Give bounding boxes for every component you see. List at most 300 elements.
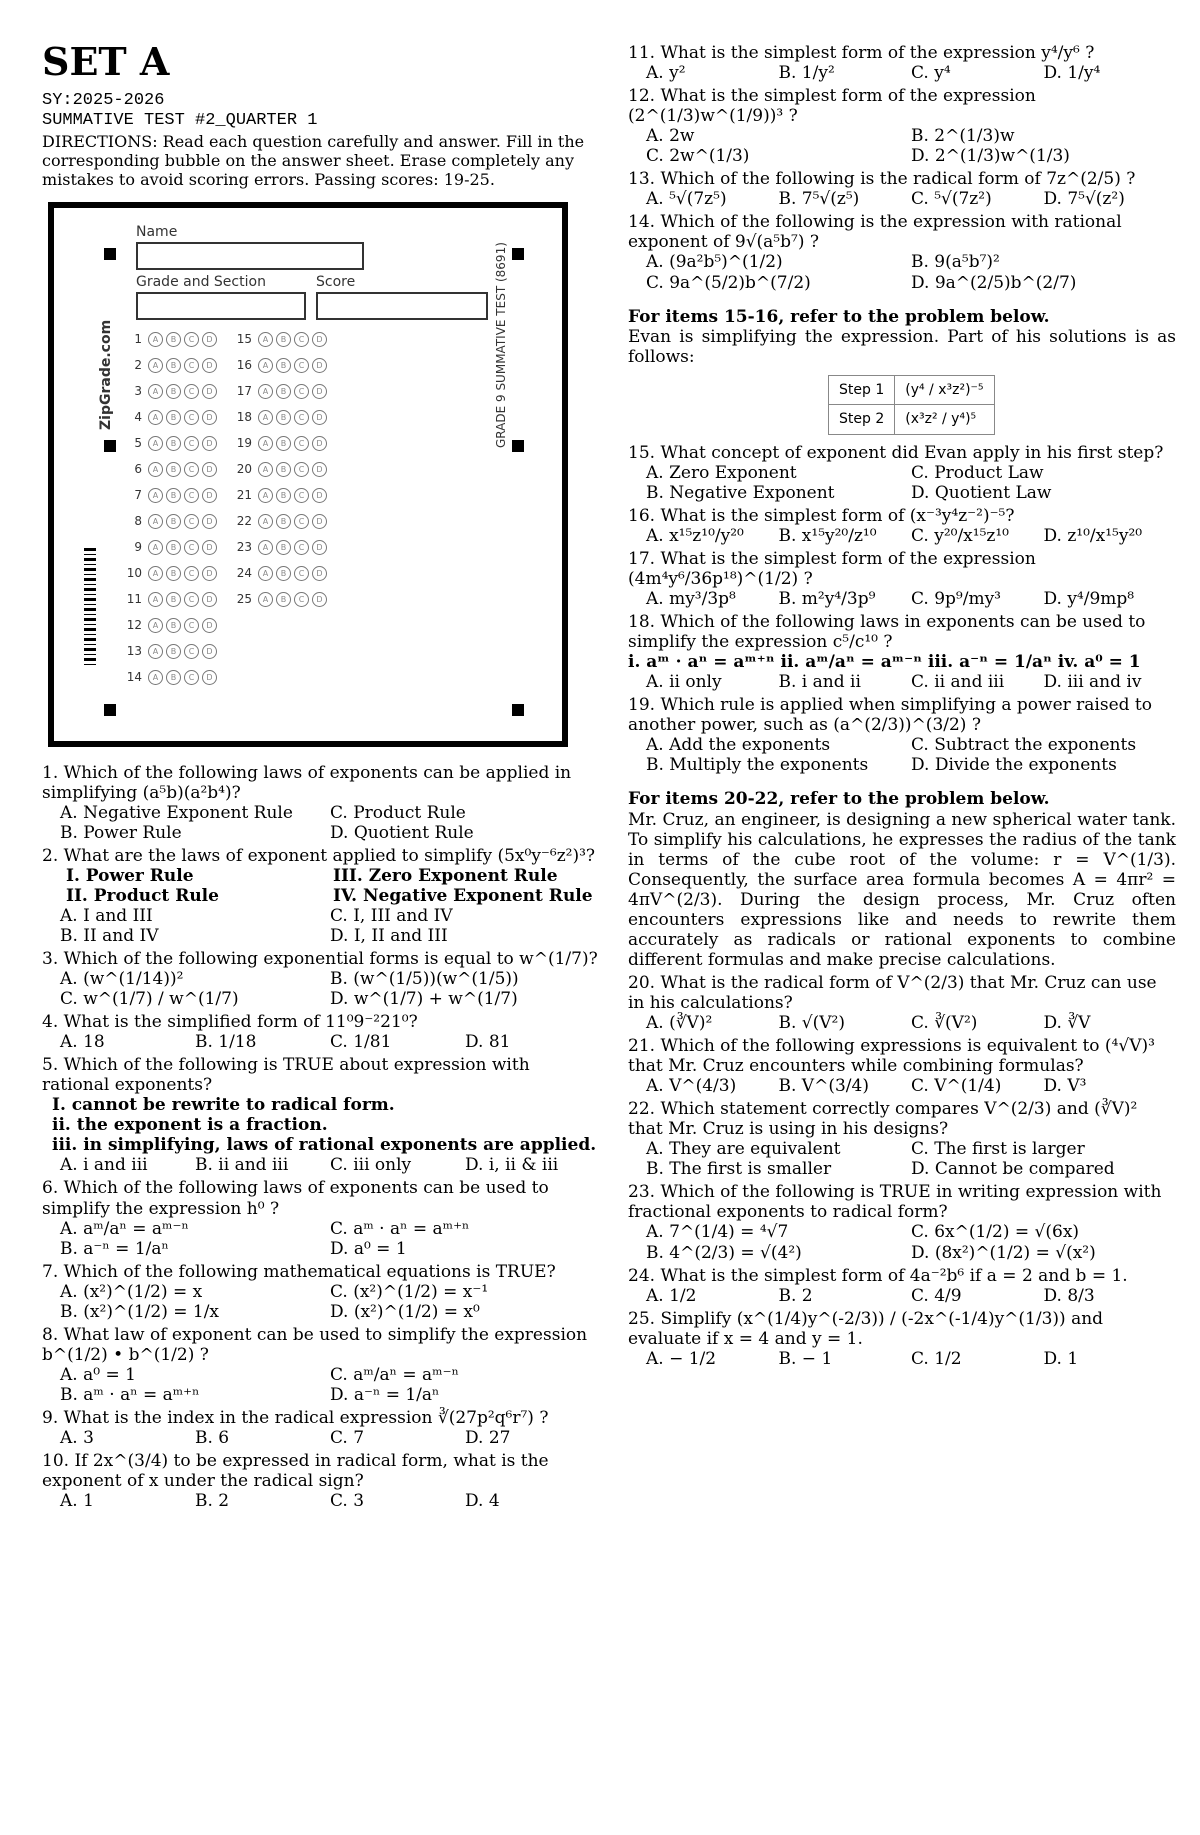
answer-options	[628, 589, 1176, 609]
zipgrade-brand: ZipGrade.com	[98, 319, 114, 430]
answer-option[interactable]: A. i and iii	[60, 1155, 148, 1176]
question-text	[628, 1309, 1176, 1349]
answer-option[interactable]: D. (8x²)^(1/2) = √(x²)	[911, 1242, 1096, 1263]
question-9	[42, 1408, 600, 1448]
answer-bubble[interactable]: D	[202, 618, 217, 633]
answer-sheet	[48, 202, 568, 747]
answer-option[interactable]: C. iii only	[330, 1155, 412, 1176]
answer-bubble[interactable]: D	[202, 436, 217, 451]
set-title: SET A	[42, 39, 170, 84]
answer-option[interactable]: B. 1/18	[195, 1032, 257, 1053]
answer-bubble[interactable]: C	[294, 436, 309, 451]
answer-bubble[interactable]: A	[258, 514, 273, 529]
answer-option[interactable]: B. 1/y²	[778, 63, 835, 84]
answer-option[interactable]: B. Power Rule	[60, 822, 182, 843]
answer-option[interactable]: C. y²⁰/x¹⁵z¹⁰	[911, 525, 1009, 546]
answer-option[interactable]: A. (w^(1/14))²	[60, 969, 184, 990]
answer-bubble[interactable]: C	[294, 540, 309, 555]
question-text	[628, 612, 1176, 652]
answer-option[interactable]: B. √(V²)	[778, 1013, 845, 1033]
answer-bubble[interactable]: B	[166, 514, 181, 529]
bubble-row-number: 19	[236, 435, 252, 450]
answer-bubble[interactable]: B	[166, 644, 181, 659]
answer-bubble[interactable]: A	[258, 540, 273, 555]
answer-option[interactable]: D. iii and iv	[1043, 672, 1142, 693]
answer-options	[42, 1032, 600, 1052]
statements	[42, 1095, 600, 1155]
answer-option[interactable]: B. The first is smaller	[646, 1159, 832, 1180]
answer-bubble[interactable]: A	[148, 670, 163, 685]
answer-option[interactable]: A. aᵐ/aⁿ = aᵐ⁻ⁿ	[60, 1218, 189, 1239]
bubble-row	[124, 462, 217, 477]
question-6	[42, 1178, 600, 1258]
answer-option[interactable]: B. (x²)^(1/2) = 1/x	[60, 1301, 220, 1322]
answer-bubble[interactable]: B	[276, 592, 291, 607]
answer-option[interactable]: D. 8/3	[1043, 1285, 1095, 1306]
answer-bubble[interactable]: B	[166, 592, 181, 607]
directions: DIRECTIONS: Read each question carefully and answer. Fill in the corresponding bubble on the answer sheet. Erase completely any mistakes to avoid scoring errors. Passing scores: 19-25.	[42, 131, 585, 189]
question-10	[42, 1451, 600, 1511]
name-label: Name	[136, 223, 178, 240]
answer-option[interactable]: A. x¹⁵z¹⁰/y²⁰	[646, 525, 744, 546]
answer-bubble[interactable]: C	[294, 592, 309, 607]
answer-bubble[interactable]: D	[312, 462, 327, 477]
answer-bubble[interactable]: B	[276, 410, 291, 425]
answer-option[interactable]: B. 4^(2/3) = √(4²)	[646, 1242, 802, 1263]
answer-bubble[interactable]: A	[148, 566, 163, 581]
answer-bubble[interactable]: A	[148, 358, 163, 373]
answer-option[interactable]: A. (∛V)²	[646, 1013, 713, 1033]
answer-option[interactable]: A. 1	[60, 1491, 94, 1512]
answer-option[interactable]: D. 7⁵√(z²)	[1043, 189, 1125, 210]
answer-bubble[interactable]: D	[202, 644, 217, 659]
answer-bubble[interactable]: C	[294, 514, 309, 529]
answer-bubble[interactable]: B	[276, 566, 291, 581]
answer-bubble[interactable]: A	[148, 644, 163, 659]
question-text	[42, 1012, 600, 1032]
answer-bubble[interactable]: D	[202, 488, 217, 503]
answer-option[interactable]: D. 27	[465, 1428, 511, 1449]
answer-bubble[interactable]: D	[202, 566, 217, 581]
question-prompt: What law of exponent can be used to simplify the expression b^(1/2) • b^(1/2) ?	[42, 1324, 588, 1365]
answer-option[interactable]: D. V³	[1043, 1076, 1087, 1097]
answer-bubble[interactable]: B	[276, 384, 291, 399]
answer-option[interactable]: C. ii and iii	[911, 672, 1005, 693]
answer-options	[42, 1282, 600, 1322]
bubble-row-number: 25	[236, 591, 252, 606]
roman-item: IV. Negative Exponent Rule	[333, 885, 593, 906]
answer-options	[628, 189, 1176, 209]
answer-bubble[interactable]: C	[184, 670, 199, 685]
answer-option[interactable]: D. Divide the exponents	[911, 755, 1117, 776]
question-number: 10.	[42, 1451, 70, 1472]
question-number: 19.	[628, 695, 656, 716]
bubble-row	[124, 540, 217, 555]
step-row	[829, 405, 995, 435]
answer-option[interactable]: B. II and IV	[60, 925, 159, 946]
question-3	[42, 949, 600, 1009]
answer-bubble[interactable]: C	[184, 592, 199, 607]
question-number: 14.	[628, 212, 656, 233]
answer-option[interactable]: B. a⁻ⁿ = 1/aⁿ	[60, 1238, 169, 1259]
answer-bubble[interactable]: B	[166, 540, 181, 555]
answer-option[interactable]: C. (x²)^(1/2) = x⁻¹	[330, 1281, 489, 1302]
answer-bubble[interactable]: C	[294, 332, 309, 347]
sheet-side-text: GRADE 9 SUMMATIVE TEST (8691)	[494, 241, 508, 448]
question-15	[628, 443, 1176, 503]
bubble-row	[234, 410, 327, 425]
question-8	[42, 1325, 600, 1405]
answer-option[interactable]: B. i and ii	[778, 672, 861, 693]
answer-option[interactable]: A. (x²)^(1/2) = x	[60, 1281, 203, 1302]
answer-option[interactable]: A. V^(4/3)	[646, 1076, 737, 1097]
answer-bubble[interactable]: D	[202, 358, 217, 373]
roman-item: III. Zero Exponent Rule	[333, 865, 558, 886]
answer-option[interactable]: C. w^(1/7) / w^(1/7)	[60, 989, 239, 1010]
answer-bubble[interactable]: B	[166, 358, 181, 373]
answer-bubble[interactable]: B	[166, 670, 181, 685]
answer-bubble[interactable]: B	[166, 488, 181, 503]
question-prompt: What is the radical form of V^(2/3) that Mr. Cruz can use in his calculations?	[628, 972, 1157, 1013]
answer-options	[628, 126, 1176, 166]
answer-bubble[interactable]: B	[276, 436, 291, 451]
question-prompt: Which of the following is TRUE in writing expression with fractional exponents to radical form?	[628, 1182, 1162, 1223]
answer-option[interactable]: A. 18	[60, 1032, 105, 1053]
answer-option[interactable]: D. ∛V	[1043, 1013, 1091, 1033]
answer-option[interactable]: C. The first is larger	[911, 1139, 1085, 1160]
answer-option[interactable]: B. (w^(1/5))(w^(1/5))	[330, 969, 519, 990]
answer-option[interactable]: A. a⁰ = 1	[60, 1364, 136, 1385]
answer-option[interactable]: A. 7^(1/4) = ⁴√7	[646, 1222, 789, 1243]
answer-bubble[interactable]: D	[202, 410, 217, 425]
answer-option[interactable]: D. y⁴/9mp⁸	[1043, 589, 1135, 610]
school-year: SY:2025-2026	[42, 90, 165, 110]
answer-bubble[interactable]: D	[312, 358, 327, 373]
question-number: 8.	[42, 1324, 59, 1345]
answer-bubble[interactable]: B	[276, 540, 291, 555]
answer-option[interactable]: C. 9a^(5/2)b^(7/2)	[646, 272, 811, 293]
name-field[interactable]	[136, 242, 364, 270]
bubble-row-number: 15	[236, 331, 252, 346]
answer-options	[42, 1428, 600, 1448]
registration-mark	[104, 248, 116, 260]
bubble-row-number: 18	[236, 409, 252, 424]
answer-bubble[interactable]: B	[276, 332, 291, 347]
answer-bubble[interactable]: C	[294, 488, 309, 503]
answer-bubble[interactable]: D	[202, 592, 217, 607]
answer-option[interactable]: C. 9p⁹/my³	[911, 589, 1001, 610]
answer-bubble[interactable]: B	[276, 462, 291, 477]
answer-bubble[interactable]: A	[148, 410, 163, 425]
question-text	[42, 1055, 600, 1095]
answer-option[interactable]: A. y²	[646, 63, 686, 84]
answer-option[interactable]: D. i, ii & iii	[465, 1155, 559, 1176]
answer-options	[628, 1349, 1176, 1369]
answer-option[interactable]: B. 9(a⁵b⁷)²	[911, 252, 1000, 273]
answer-bubble[interactable]: C	[184, 644, 199, 659]
answer-options	[628, 735, 1176, 775]
answer-option[interactable]: D. Cannot be compared	[911, 1159, 1115, 1180]
answer-options	[628, 672, 1176, 692]
answer-bubble[interactable]: D	[312, 488, 327, 503]
answer-option[interactable]: C. 1/2	[911, 1348, 962, 1369]
answer-option[interactable]: C. Product Law	[911, 462, 1044, 483]
answer-bubble[interactable]: A	[148, 384, 163, 399]
step-label: Step 2	[829, 405, 895, 435]
question-number: 24.	[628, 1265, 656, 1286]
answer-bubble[interactable]: A	[258, 410, 273, 425]
answer-options	[42, 1491, 600, 1511]
question-21	[628, 1036, 1176, 1096]
registration-mark	[512, 440, 524, 452]
answer-bubble[interactable]: C	[294, 384, 309, 399]
answer-bubble[interactable]: C	[184, 384, 199, 399]
question-prompt: What is the simplest form of the expression (2^(1/3)w^(1/9))³ ?	[628, 86, 1036, 127]
answer-bubble[interactable]: B	[166, 384, 181, 399]
answer-bubble[interactable]: A	[258, 332, 273, 347]
answer-option[interactable]: A. − 1/2	[646, 1348, 717, 1369]
answer-option[interactable]: B. V^(3/4)	[778, 1076, 869, 1097]
answer-option[interactable]: B. 2	[195, 1491, 230, 1512]
answer-bubble[interactable]: B	[166, 436, 181, 451]
question-number: 5.	[42, 1055, 59, 1076]
grade-section-field[interactable]	[136, 292, 306, 320]
answer-option[interactable]: B. 6	[195, 1428, 230, 1449]
answer-option[interactable]: C. ⁵√(7z²)	[911, 189, 992, 210]
answer-option[interactable]: D. 1	[1043, 1348, 1079, 1369]
bubble-row	[234, 540, 327, 555]
answer-option[interactable]: B. m²y⁴/3p⁹	[778, 589, 876, 610]
answer-option[interactable]: A. (9a²b⁵)^(1/2)	[646, 252, 783, 273]
answer-option[interactable]: C. 3	[330, 1491, 365, 1512]
answer-bubble[interactable]: D	[202, 384, 217, 399]
answer-bubble[interactable]: D	[312, 332, 327, 347]
answer-option[interactable]: D. 81	[465, 1032, 511, 1053]
score-field[interactable]	[316, 292, 488, 320]
answer-bubble[interactable]: C	[184, 488, 199, 503]
answer-option[interactable]: B. 7⁵√(z⁵)	[778, 189, 860, 210]
answer-option[interactable]: D. w^(1/7) + w^(1/7)	[330, 989, 518, 1010]
answer-option[interactable]: A. Add the exponents	[646, 735, 831, 756]
bubble-row-number: 2	[134, 357, 142, 372]
bubble-row-number: 8	[134, 513, 142, 528]
bubble-row	[124, 566, 217, 581]
answer-bubble[interactable]: C	[294, 566, 309, 581]
answer-bubble[interactable]: C	[184, 618, 199, 633]
question-number: 11.	[628, 43, 656, 63]
answer-bubble[interactable]: A	[148, 592, 163, 607]
answer-option[interactable]: B. − 1	[778, 1348, 833, 1369]
answer-bubble[interactable]: A	[148, 488, 163, 503]
answer-option[interactable]: A. I and III	[60, 905, 153, 926]
answer-option[interactable]: D. Quotient Rule	[330, 822, 474, 843]
answer-bubble[interactable]: D	[312, 540, 327, 555]
question-number: 22.	[628, 1099, 656, 1120]
answer-options	[628, 1286, 1176, 1306]
question-text	[628, 86, 1176, 126]
answer-option[interactable]: D. 2^(1/3)w^(1/3)	[911, 146, 1070, 167]
answer-option[interactable]: A. 2w	[646, 126, 695, 147]
bubble-row	[124, 384, 217, 399]
score-label: Score	[316, 273, 356, 290]
question-text	[628, 43, 1176, 63]
answer-bubble[interactable]: C	[184, 332, 199, 347]
answer-option[interactable]: C. aᵐ/aⁿ = aᵐ⁻ⁿ	[330, 1364, 459, 1385]
answer-bubble[interactable]: A	[258, 488, 273, 503]
answer-bubble[interactable]: C	[184, 410, 199, 425]
answer-option[interactable]: A. 1/2	[646, 1285, 697, 1306]
answer-bubble[interactable]: C	[294, 358, 309, 373]
answer-bubble[interactable]: D	[202, 540, 217, 555]
answer-bubble[interactable]: D	[312, 592, 327, 607]
problem-15-16-text: Evan is simplifying the expression. Part of his solutions is as follows:	[628, 326, 1176, 367]
grade-section-label: Grade and Section	[136, 273, 266, 290]
answer-option[interactable]: D. (x²)^(1/2) = x⁰	[330, 1301, 480, 1322]
bubble-row-number: 23	[236, 539, 252, 554]
answer-bubble[interactable]: A	[148, 540, 163, 555]
answer-option[interactable]: A. 3	[60, 1428, 94, 1449]
answer-bubble[interactable]: D	[312, 410, 327, 425]
question-prompt: Which statement correctly compares V^(2/3) and (∛V)² that Mr. Cruz is using in his designs?	[628, 1099, 1138, 1140]
answer-option[interactable]: A. my³/3p⁸	[646, 589, 736, 610]
questions-right-b	[628, 443, 1176, 776]
question-prompt: What is the simplest form of the expression y⁴/y⁶ ?	[660, 43, 1095, 63]
answer-option[interactable]: C. 2w^(1/3)	[646, 146, 750, 167]
answer-bubble[interactable]: D	[312, 436, 327, 451]
answer-option[interactable]: D. a⁰ = 1	[330, 1238, 407, 1259]
answer-bubble[interactable]: B	[276, 488, 291, 503]
answer-bubble[interactable]: C	[184, 540, 199, 555]
answer-bubble[interactable]: A	[148, 462, 163, 477]
question-text	[42, 1178, 600, 1218]
answer-option[interactable]: C. Product Rule	[330, 802, 466, 823]
answer-bubble[interactable]: B	[166, 410, 181, 425]
answer-option[interactable]: D. I, II and III	[330, 925, 448, 946]
question-prompt: Which of the following is the radical form of 7z^(2/5) ?	[660, 169, 1136, 190]
answer-option[interactable]: B. 2^(1/3)w	[911, 126, 1015, 147]
answer-bubble[interactable]: A	[148, 618, 163, 633]
step-expression: (x³z² / y⁴)⁵	[895, 405, 994, 435]
answer-bubble[interactable]: B	[166, 462, 181, 477]
answer-bubble[interactable]: A	[148, 332, 163, 347]
bubble-row	[124, 488, 217, 503]
answer-option[interactable]: A. Negative Exponent Rule	[60, 802, 293, 823]
problem-15-16-heading: For items 15-16, refer to the problem below.	[628, 306, 1050, 327]
answer-option[interactable]: D. Quotient Law	[911, 482, 1052, 503]
answer-option[interactable]: C. I, III and IV	[330, 905, 453, 926]
question-prompt: What is the simplified form of 11⁰9⁻²21⁰?	[63, 1012, 418, 1033]
question-12	[628, 86, 1176, 166]
answer-bubble[interactable]: D	[202, 670, 217, 685]
answer-option[interactable]: D. 4	[465, 1491, 500, 1512]
answer-option[interactable]: A. They are equivalent	[646, 1139, 841, 1160]
answer-option[interactable]: C. aᵐ · aⁿ = aᵐ⁺ⁿ	[330, 1218, 470, 1239]
answer-bubble[interactable]: D	[202, 462, 217, 477]
answer-option[interactable]: B. 2	[778, 1285, 813, 1306]
answer-bubble[interactable]: A	[258, 436, 273, 451]
answer-bubble[interactable]: B	[166, 332, 181, 347]
answer-bubble[interactable]: A	[148, 514, 163, 529]
answer-bubble[interactable]: B	[276, 514, 291, 529]
question-prompt: Which of the following is TRUE about expression with rational exponents?	[42, 1055, 530, 1096]
answer-bubble[interactable]: A	[258, 566, 273, 581]
answer-option[interactable]: C. 1/81	[330, 1032, 392, 1053]
answer-option[interactable]: B. Multiply the exponents	[646, 755, 869, 776]
answer-option[interactable]: C. ∛(V²)	[911, 1013, 978, 1033]
question-number: 6.	[42, 1178, 59, 1199]
question-prompt: What is the index in the radical expression ∛(27p²q⁶r⁷) ?	[63, 1408, 549, 1428]
answer-options	[42, 1219, 600, 1259]
question-number: 13.	[628, 169, 656, 190]
answer-option[interactable]: A. Zero Exponent	[646, 462, 797, 483]
answer-option[interactable]: C. y⁴	[911, 63, 951, 84]
answer-option[interactable]: C. 7	[330, 1428, 365, 1449]
bubble-row	[124, 670, 217, 685]
answer-bubble[interactable]: A	[258, 462, 273, 477]
answer-option[interactable]: C. 4/9	[911, 1285, 962, 1306]
answer-bubble[interactable]: D	[312, 514, 327, 529]
answer-option[interactable]: B. aᵐ · aⁿ = aᵐ⁺ⁿ	[60, 1384, 200, 1405]
step-label: Step 1	[829, 375, 895, 405]
answer-bubble[interactable]: D	[312, 384, 327, 399]
answer-option[interactable]: D. 1/y⁴	[1043, 63, 1101, 84]
answer-bubble[interactable]: B	[276, 358, 291, 373]
question-prompt: Which of the following exponential forms is equal to w^(1/7)?	[63, 948, 598, 969]
answer-option[interactable]: D. 9a^(2/5)b^(2/7)	[911, 272, 1077, 293]
answer-option[interactable]: C. 6x^(1/2) = √(6x)	[911, 1222, 1080, 1243]
question-text	[628, 169, 1176, 189]
bubble-row-number: 17	[236, 383, 252, 398]
answer-bubble[interactable]: D	[202, 514, 217, 529]
registration-mark	[104, 440, 116, 452]
answer-option[interactable]: D. z¹⁰/x¹⁵y²⁰	[1043, 525, 1143, 546]
step-expression: (y⁴ / x³z²)⁻⁵	[895, 375, 994, 405]
answer-bubble[interactable]: A	[148, 436, 163, 451]
answer-bubble[interactable]: A	[258, 384, 273, 399]
bubble-row	[124, 436, 217, 451]
question-text	[628, 695, 1176, 735]
answer-bubble[interactable]: C	[184, 462, 199, 477]
answer-bubble[interactable]: C	[294, 410, 309, 425]
answer-bubble[interactable]: D	[202, 332, 217, 347]
question-number: 21.	[628, 1036, 656, 1057]
answer-option[interactable]: C. Subtract the exponents	[911, 735, 1137, 756]
answer-option[interactable]: A. ii only	[646, 672, 722, 693]
answer-option[interactable]: A. ⁵√(7z⁵)	[646, 189, 727, 210]
answer-bubble[interactable]: D	[312, 566, 327, 581]
answer-bubble[interactable]: B	[166, 566, 181, 581]
answer-bubble[interactable]: C	[184, 514, 199, 529]
answer-bubble[interactable]: C	[184, 566, 199, 581]
answer-option[interactable]: D. a⁻ⁿ = 1/aⁿ	[330, 1384, 440, 1405]
answer-option[interactable]: B. Negative Exponent	[646, 482, 835, 503]
bubble-row-number: 16	[236, 357, 252, 372]
answer-bubble[interactable]: C	[184, 358, 199, 373]
answer-bubble[interactable]: C	[294, 462, 309, 477]
answer-bubble[interactable]: A	[258, 358, 273, 373]
answer-option[interactable]: B. ii and iii	[195, 1155, 289, 1176]
answer-options	[42, 969, 600, 1009]
answer-bubble[interactable]: A	[258, 592, 273, 607]
question-text	[628, 973, 1176, 1013]
roman-choices	[42, 866, 600, 906]
answer-bubble[interactable]: C	[184, 436, 199, 451]
answer-option[interactable]: C. V^(1/4)	[911, 1076, 1002, 1097]
answer-bubble[interactable]: B	[166, 618, 181, 633]
bubble-row	[234, 332, 327, 347]
question-prompt: Simplify (x^(1/4)y^(-2/3)) / (-2x^(-1/4)y^(1/3)) and evaluate if x = 4 and y = 1.	[628, 1308, 1104, 1349]
answer-option[interactable]: B. x¹⁵y²⁰/z¹⁰	[778, 525, 877, 546]
